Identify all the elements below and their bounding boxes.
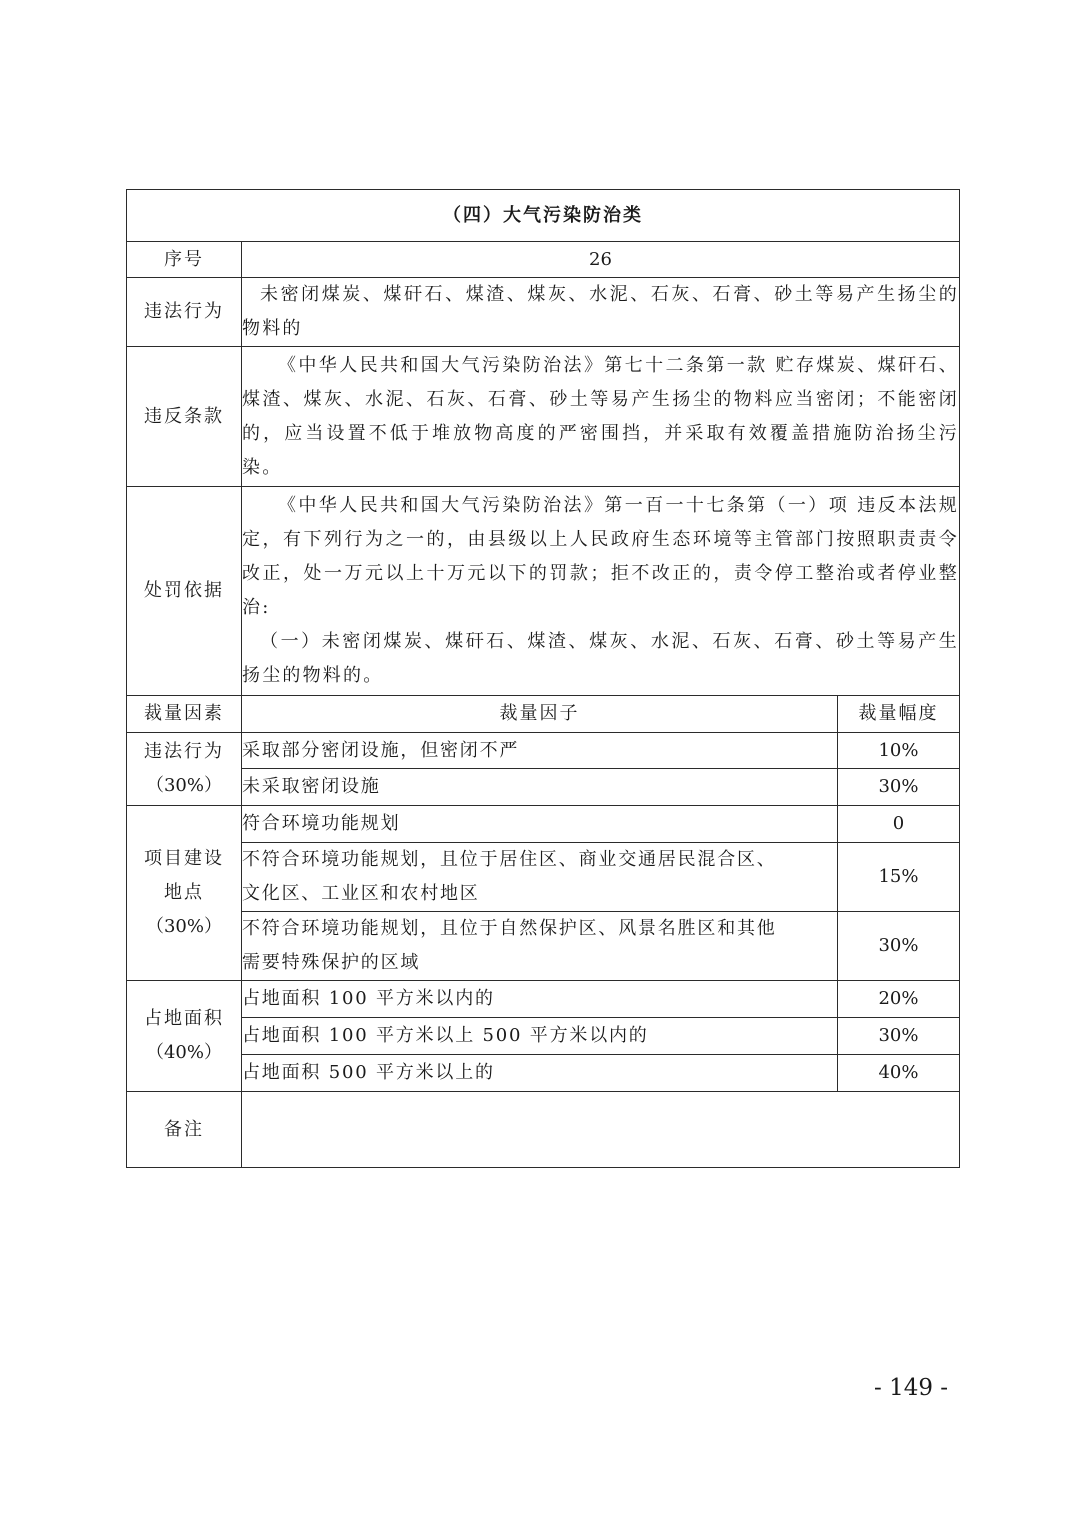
discretion-item-line-2: 文化区、工业区和农村地区 xyxy=(242,883,480,904)
factor-group-weight: （30%） xyxy=(145,916,222,937)
discretion-value: 20% xyxy=(838,981,960,1018)
discretion-item: 占地面积 100 平方米以上 500 平方米以内的 xyxy=(242,1018,838,1055)
factor-group-name: 违法行为 xyxy=(144,741,224,762)
penalty-basis-paragraph-1: 《中华人民共和国大气污染防治法》第一百一十七条第（一）项 违反本法规定，有下列行为之一的，由县级以上人民政府生态环境等主管部门按照职责责令改正，处一万元以上十万元以下的罚款；拒不改正的，责令停工整治或者停业整治: xyxy=(242,495,959,618)
discretion-item-line-2: 需要特殊保护的区域 xyxy=(242,952,421,973)
penalty-basis-label: 处罚依据 xyxy=(127,487,242,696)
serial-label: 序号 xyxy=(127,242,242,278)
discretion-value: 30% xyxy=(838,912,960,981)
discretion-item: 未采取密闭设施 xyxy=(242,769,838,806)
discretion-value: 30% xyxy=(838,769,960,806)
discretion-value: 10% xyxy=(838,733,960,769)
discretion-value: 30% xyxy=(838,1018,960,1055)
discretion-item xyxy=(242,843,838,912)
discretion-value: 15% xyxy=(838,843,960,912)
page-number: - 149 - xyxy=(874,1375,949,1401)
discretion-item xyxy=(242,912,838,981)
factor-group-location xyxy=(127,806,242,981)
section-title: （四）大气污染防治类 xyxy=(127,190,960,242)
remarks-value xyxy=(242,1092,960,1168)
discretion-value: 0 xyxy=(838,806,960,843)
range-header: 裁量幅度 xyxy=(838,696,960,733)
discretion-item: 采取部分密闭设施，但密闭不严 xyxy=(242,733,838,769)
discretion-item: 符合环境功能规划 xyxy=(242,806,838,843)
discretion-item: 占地面积 100 平方米以内的 xyxy=(242,981,838,1018)
factor-group-name-line-2: 地点 xyxy=(164,882,204,903)
remarks-label: 备注 xyxy=(127,1092,242,1168)
factor-group-violation xyxy=(127,733,242,806)
factor-group-area xyxy=(127,981,242,1092)
factor-group-name-line-1: 项目建设 xyxy=(144,848,224,869)
penalty-discretion-table xyxy=(126,189,960,1168)
violated-clause-cell xyxy=(242,347,960,487)
violation-text: 未密闭煤炭、煤矸石、煤渣、煤灰、水泥、石灰、石膏、砂土等易产生扬尘的物料的 xyxy=(242,284,959,339)
penalty-basis-paragraph-2: （一）未密闭煤炭、煤矸石、煤渣、煤灰、水泥、石灰、石膏、砂土等易产生扬尘的物料的。 xyxy=(242,631,959,686)
violation-label: 违法行为 xyxy=(127,278,242,347)
discretion-item-line-1: 不符合环境功能规划，且位于自然保护区、风景名胜区和其他 xyxy=(242,918,777,939)
discretion-item: 占地面积 500 平方米以上的 xyxy=(242,1055,838,1092)
factor-group-weight: （30%） xyxy=(145,775,222,796)
item-header: 裁量因子 xyxy=(242,696,838,733)
discretion-item-line-1: 不符合环境功能规划，且位于居住区、商业交通居民混合区、 xyxy=(242,849,777,870)
violation-text-cell xyxy=(242,278,960,347)
violated-clause-label: 违反条款 xyxy=(127,347,242,487)
factor-header: 裁量因素 xyxy=(127,696,242,733)
discretion-value: 40% xyxy=(838,1055,960,1092)
violated-clause-text: 《中华人民共和国大气污染防治法》第七十二条第一款 贮存煤炭、煤矸石、煤渣、煤灰、水泥、石灰、石膏、砂土等易产生扬尘的物料应当密闭；不能密闭的，应当设置不低于堆放物高度的严密围挡，并采取有效覆盖措施防治扬尘污染。 xyxy=(242,354,959,478)
factor-group-name: 占地面积 xyxy=(144,1008,224,1029)
serial-value: 26 xyxy=(242,242,960,278)
penalty-basis-cell xyxy=(242,487,960,696)
factor-group-weight: （40%） xyxy=(145,1042,222,1063)
